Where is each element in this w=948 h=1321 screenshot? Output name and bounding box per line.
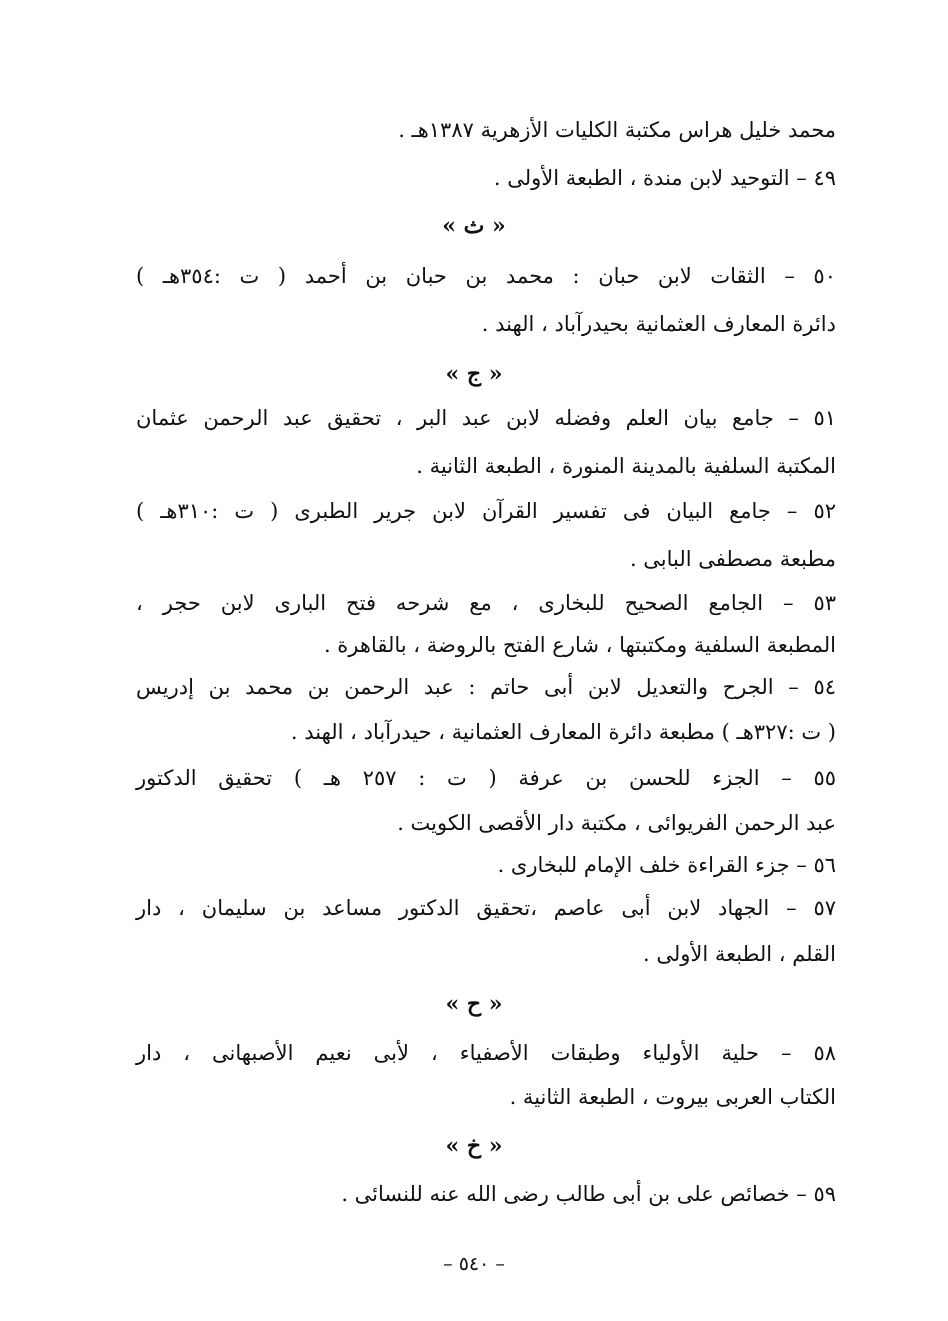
- entry-49: ٤٩ – التوحيد لابن مندة ، الطبعة الأولى .: [493, 166, 836, 190]
- entry-55: ٥٥ – الجزء للحسن بن عرفة ( ت : ٢٥٧ هـ ) تحقيق الدكتور: [136, 766, 836, 790]
- section-heading-jim: « ج »: [445, 361, 503, 387]
- entry-57: ٥٧ – الجهاد لابن أبى عاصم ،تحقيق الدكتور مساعد بن سليمان ، دار: [136, 896, 836, 920]
- text-line-1: محمد خليل هراس مكتبة الكليات الأزهرية ١٣٨٧هـ .: [398, 118, 836, 142]
- entry-59: ٥٩ – خصائص على بن أبى طالب رضى الله عنه للنسائى .: [341, 1182, 836, 1206]
- entry-58-continued: الكتاب العربى بيروت ، الطبعة الثانية .: [509, 1085, 836, 1109]
- entry-52: ٥٢ – جامع البيان فى تفسير القرآن لابن جرير الطبرى ( ت :٣١٠هـ ): [136, 499, 836, 523]
- entry-54-continued: ( ت :٣٢٧هـ ) مطبعة دائرة المعارف العثمانية ، حيدرآباد ، الهند .: [290, 720, 836, 744]
- entry-51-continued: المكتبة السلفية بالمدينة المنورة ، الطبعة الثانية .: [416, 454, 836, 478]
- entry-53-continued: المطبعة السلفية ومكتبتها ، شارع الفتح بالروضة ، بالقاهرة .: [323, 633, 836, 657]
- entry-57-continued: القلم ، الطبعة الأولى .: [643, 942, 836, 966]
- entry-56: ٥٦ – جزء القراءة خلف الإمام للبخارى .: [497, 853, 836, 877]
- section-heading-tha: « ث »: [442, 213, 506, 239]
- entry-53: ٥٣ – الجامع الصحيح للبخارى ، مع شرحه فتح البارى لابن حجر ،: [136, 591, 836, 615]
- page-number: – ٥٤٠ –: [443, 1253, 505, 1275]
- entry-54: ٥٤ – الجرح والتعديل لابن أبى حاتم : عبد الرحمن بن محمد بن إدريس: [136, 675, 836, 699]
- section-heading-ha: « ح »: [445, 991, 503, 1017]
- entry-50: ٥٠ – الثقات لابن حبان : محمد بن حبان بن أحمد ( ت :٣٥٤هـ ): [136, 264, 836, 288]
- section-heading-kha: « خ »: [445, 1133, 503, 1159]
- entry-58: ٥٨ – حلية الأولياء وطبقات الأصفياء ، لأبى نعيم الأصبهانى ، دار: [136, 1041, 836, 1065]
- entry-51: ٥١ – جامع بيان العلم وفضله لابن عبد البر ، تحقيق عبد الرحمن عثمان: [136, 406, 836, 430]
- entry-52-continued: مطبعة مصطفى البابى .: [629, 547, 836, 571]
- entry-55-continued: عبد الرحمن الفريوائى ، مكتبة دار الأقصى الكويت .: [397, 811, 836, 835]
- entry-50-continued: دائرة المعارف العثمانية بحيدرآباد ، الهند .: [481, 312, 836, 336]
